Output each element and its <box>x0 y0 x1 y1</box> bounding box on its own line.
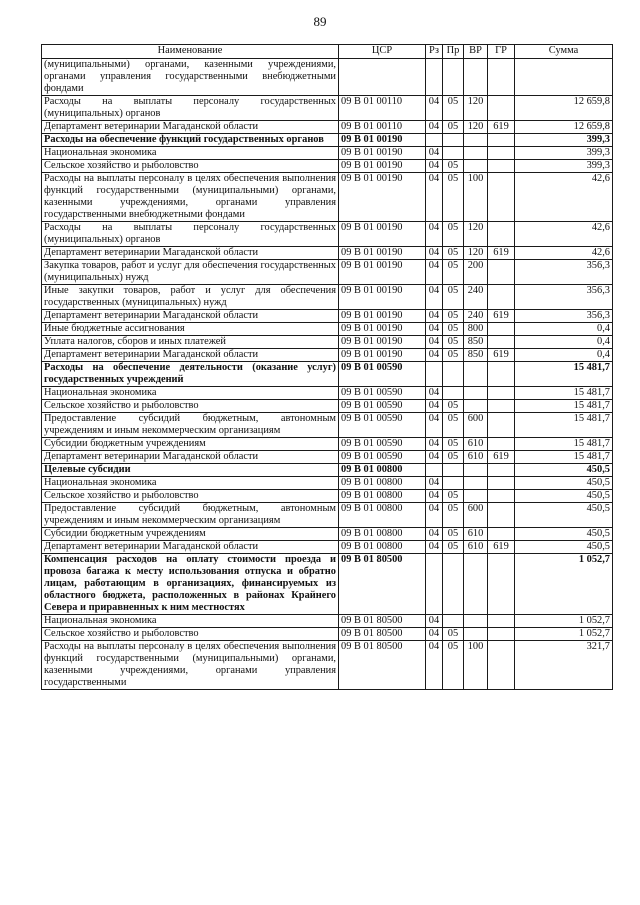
table-row <box>42 641 613 690</box>
table-row <box>42 362 613 387</box>
row-name: (муниципальными) органами, казенными учреждениями, органами управления государственными внебюджетными фондами <box>42 59 339 96</box>
row-csr: 09 В 01 00190 <box>339 134 426 147</box>
row-sum: 399,3 <box>515 134 613 147</box>
row-rz <box>426 362 443 387</box>
row-csr: 09 В 01 00110 <box>339 121 426 134</box>
table-row <box>42 400 613 413</box>
row-rz: 04 <box>426 615 443 628</box>
row-rz: 04 <box>426 641 443 690</box>
row-rz: 04 <box>426 400 443 413</box>
budget-table <box>41 44 613 690</box>
table-row <box>42 464 613 477</box>
row-sum: 356,3 <box>515 285 613 310</box>
row-name: Компенсация расходов на оплату стоимости проезда и провоза багажа к месту использования отпуска и обратно лицам, работающим в организациях, финансируемых из областного бюджета, расположенных в районах Крайнего Севера и приравненных к ним местностях <box>42 554 339 615</box>
row-rz: 04 <box>426 310 443 323</box>
row-name: Иные закупки товаров, работ и услуг для обеспечения государственных (муниципальных) нужд <box>42 285 339 310</box>
row-vr: 600 <box>464 413 488 438</box>
row-gr <box>488 477 515 490</box>
row-csr: 09 В 01 00800 <box>339 528 426 541</box>
header-pr: Пр <box>443 45 464 59</box>
table-row <box>42 260 613 285</box>
row-rz: 04 <box>426 336 443 349</box>
row-sum: 12 659,8 <box>515 96 613 121</box>
row-vr: 600 <box>464 503 488 528</box>
row-name: Департамент ветеринарии Магаданской области <box>42 451 339 464</box>
row-sum: 356,3 <box>515 310 613 323</box>
header-csr: ЦСР <box>339 45 426 59</box>
row-sum: 450,5 <box>515 477 613 490</box>
table-row <box>42 323 613 336</box>
row-gr: 619 <box>488 247 515 260</box>
row-csr: 09 В 01 80500 <box>339 641 426 690</box>
table-row <box>42 160 613 173</box>
row-gr <box>488 641 515 690</box>
row-gr <box>488 362 515 387</box>
row-name: Сельское хозяйство и рыболовство <box>42 490 339 503</box>
row-vr <box>464 160 488 173</box>
row-name: Департамент ветеринарии Магаданской области <box>42 247 339 260</box>
row-rz: 04 <box>426 451 443 464</box>
row-rz: 04 <box>426 528 443 541</box>
row-csr <box>339 59 426 96</box>
row-csr: 09 В 01 00800 <box>339 490 426 503</box>
row-pr: 05 <box>443 96 464 121</box>
table-row <box>42 336 613 349</box>
row-gr: 619 <box>488 349 515 362</box>
row-csr: 09 В 01 00190 <box>339 323 426 336</box>
row-rz: 04 <box>426 147 443 160</box>
table-row <box>42 134 613 147</box>
row-name: Национальная экономика <box>42 147 339 160</box>
row-vr: 800 <box>464 323 488 336</box>
row-name: Расходы на выплаты персоналу в целях обеспечения выполнения функций государственными (муниципальными) органами, казенными учреждениями, органами управления государственными <box>42 641 339 690</box>
row-sum: 15 481,7 <box>515 362 613 387</box>
row-name: Расходы на обеспечение деятельности (оказание услуг) государственных учреждений <box>42 362 339 387</box>
row-rz: 04 <box>426 438 443 451</box>
row-sum: 450,5 <box>515 541 613 554</box>
row-sum: 399,3 <box>515 147 613 160</box>
header-vr: ВР <box>464 45 488 59</box>
page-number: 89 <box>313 14 327 29</box>
row-csr: 09 В 01 80500 <box>339 615 426 628</box>
row-rz: 04 <box>426 477 443 490</box>
row-csr: 09 В 01 00800 <box>339 464 426 477</box>
row-csr: 09 В 01 00590 <box>339 362 426 387</box>
row-gr <box>488 336 515 349</box>
row-gr <box>488 413 515 438</box>
row-name: Закупка товаров, работ и услуг для обеспечения государственных (муниципальных) нужд <box>42 260 339 285</box>
row-sum: 15 481,7 <box>515 387 613 400</box>
table-row <box>42 541 613 554</box>
row-rz: 04 <box>426 490 443 503</box>
row-csr: 09 В 01 00590 <box>339 413 426 438</box>
row-sum: 1 052,7 <box>515 628 613 641</box>
row-pr: 05 <box>443 222 464 247</box>
row-gr <box>488 260 515 285</box>
table-row <box>42 615 613 628</box>
table-row <box>42 387 613 400</box>
row-vr: 100 <box>464 173 488 222</box>
row-name: Национальная экономика <box>42 615 339 628</box>
row-pr: 05 <box>443 323 464 336</box>
row-name: Расходы на выплаты персоналу в целях обеспечения выполнения функций государственными (муниципальными) органами, казенными учреждениями, органами управления государственными внебюджетными фондами <box>42 173 339 222</box>
row-name: Расходы на выплаты персоналу государственных (муниципальных) органов <box>42 222 339 247</box>
row-vr <box>464 59 488 96</box>
row-sum: 399,3 <box>515 160 613 173</box>
row-pr <box>443 554 464 615</box>
row-name: Национальная экономика <box>42 387 339 400</box>
table-row <box>42 503 613 528</box>
row-gr <box>488 323 515 336</box>
row-sum: 450,5 <box>515 503 613 528</box>
row-pr: 05 <box>443 451 464 464</box>
row-pr <box>443 362 464 387</box>
row-sum: 15 481,7 <box>515 413 613 438</box>
row-pr: 05 <box>443 247 464 260</box>
row-csr: 09 В 01 00190 <box>339 247 426 260</box>
row-gr: 619 <box>488 541 515 554</box>
row-rz: 04 <box>426 503 443 528</box>
table-row <box>42 554 613 615</box>
row-vr: 610 <box>464 451 488 464</box>
row-vr <box>464 554 488 615</box>
row-sum: 12 659,8 <box>515 121 613 134</box>
row-name: Целевые субсидии <box>42 464 339 477</box>
row-csr: 09 В 01 00190 <box>339 260 426 285</box>
row-sum: 0,4 <box>515 336 613 349</box>
row-rz: 04 <box>426 160 443 173</box>
row-sum: 0,4 <box>515 323 613 336</box>
row-vr <box>464 387 488 400</box>
table-header-row <box>42 45 613 59</box>
row-name: Расходы на обеспечение функций государственных органов <box>42 134 339 147</box>
row-gr <box>488 528 515 541</box>
table-row <box>42 59 613 96</box>
row-rz: 04 <box>426 96 443 121</box>
row-name: Сельское хозяйство и рыболовство <box>42 400 339 413</box>
row-csr: 09 В 01 00800 <box>339 541 426 554</box>
row-pr: 05 <box>443 641 464 690</box>
row-vr: 120 <box>464 121 488 134</box>
row-vr: 100 <box>464 641 488 690</box>
row-vr: 200 <box>464 260 488 285</box>
table-row <box>42 490 613 503</box>
row-gr <box>488 464 515 477</box>
row-gr <box>488 438 515 451</box>
row-vr: 610 <box>464 541 488 554</box>
row-sum: 450,5 <box>515 528 613 541</box>
row-gr <box>488 503 515 528</box>
row-csr: 09 В 01 00190 <box>339 310 426 323</box>
row-vr: 240 <box>464 285 488 310</box>
row-csr: 09 В 01 00590 <box>339 451 426 464</box>
row-sum: 1 052,7 <box>515 615 613 628</box>
row-pr: 05 <box>443 173 464 222</box>
row-csr: 09 В 01 00800 <box>339 503 426 528</box>
row-gr: 619 <box>488 451 515 464</box>
row-rz: 04 <box>426 541 443 554</box>
table-row <box>42 438 613 451</box>
table-row <box>42 310 613 323</box>
row-pr: 05 <box>443 310 464 323</box>
row-gr <box>488 285 515 310</box>
row-sum <box>515 59 613 96</box>
row-csr: 09 В 01 80500 <box>339 628 426 641</box>
row-pr: 05 <box>443 349 464 362</box>
row-pr <box>443 59 464 96</box>
row-pr: 05 <box>443 285 464 310</box>
row-name: Расходы на выплаты персоналу государственных (муниципальных) органов <box>42 96 339 121</box>
table-row <box>42 477 613 490</box>
row-gr <box>488 160 515 173</box>
row-sum: 42,6 <box>515 247 613 260</box>
row-csr: 09 В 01 80500 <box>339 554 426 615</box>
row-pr <box>443 387 464 400</box>
header-name: Наименование <box>42 45 339 59</box>
row-gr <box>488 628 515 641</box>
table-row <box>42 173 613 222</box>
row-vr <box>464 490 488 503</box>
row-rz: 04 <box>426 285 443 310</box>
row-rz: 04 <box>426 628 443 641</box>
row-pr: 05 <box>443 490 464 503</box>
header-rz: Рз <box>426 45 443 59</box>
row-name: Национальная экономика <box>42 477 339 490</box>
row-rz: 04 <box>426 413 443 438</box>
row-csr: 09 В 01 00190 <box>339 160 426 173</box>
table-row <box>42 247 613 260</box>
row-gr <box>488 490 515 503</box>
row-pr <box>443 464 464 477</box>
row-name: Субсидии бюджетным учреждениям <box>42 528 339 541</box>
row-gr <box>488 134 515 147</box>
row-name: Департамент ветеринарии Магаданской области <box>42 349 339 362</box>
row-gr <box>488 147 515 160</box>
row-name: Департамент ветеринарии Магаданской области <box>42 310 339 323</box>
row-pr: 05 <box>443 528 464 541</box>
row-name: Иные бюджетные ассигнования <box>42 323 339 336</box>
row-pr <box>443 615 464 628</box>
row-sum: 15 481,7 <box>515 400 613 413</box>
row-rz: 04 <box>426 349 443 362</box>
row-name: Субсидии бюджетным учреждениям <box>42 438 339 451</box>
table-body <box>42 59 613 690</box>
row-gr <box>488 59 515 96</box>
row-pr: 05 <box>443 541 464 554</box>
row-rz: 04 <box>426 260 443 285</box>
row-name: Департамент ветеринарии Магаданской области <box>42 541 339 554</box>
row-pr: 05 <box>443 413 464 438</box>
row-csr: 09 В 01 00190 <box>339 349 426 362</box>
row-sum: 15 481,7 <box>515 438 613 451</box>
header-sum: Сумма <box>515 45 613 59</box>
row-vr <box>464 147 488 160</box>
row-vr: 120 <box>464 222 488 247</box>
table-row <box>42 96 613 121</box>
row-pr: 05 <box>443 400 464 413</box>
row-pr: 05 <box>443 260 464 285</box>
row-pr: 05 <box>443 438 464 451</box>
row-sum: 42,6 <box>515 173 613 222</box>
header-gr: ГР <box>488 45 515 59</box>
row-rz: 04 <box>426 387 443 400</box>
row-gr <box>488 222 515 247</box>
row-name: Сельское хозяйство и рыболовство <box>42 628 339 641</box>
row-vr <box>464 464 488 477</box>
row-sum: 0,4 <box>515 349 613 362</box>
row-rz <box>426 554 443 615</box>
table-row <box>42 222 613 247</box>
row-csr: 09 В 01 00800 <box>339 477 426 490</box>
row-pr: 05 <box>443 503 464 528</box>
row-pr <box>443 147 464 160</box>
row-vr <box>464 477 488 490</box>
row-pr: 05 <box>443 336 464 349</box>
row-rz <box>426 134 443 147</box>
row-csr: 09 В 01 00190 <box>339 285 426 310</box>
row-name: Предоставление субсидий бюджетным, автономным учреждениям и иным некоммерческим организациям <box>42 413 339 438</box>
row-sum: 42,6 <box>515 222 613 247</box>
row-vr: 120 <box>464 96 488 121</box>
table-row <box>42 285 613 310</box>
row-name: Предоставление субсидий бюджетным, автономным учреждениям и иным некоммерческим организациям <box>42 503 339 528</box>
table-row <box>42 413 613 438</box>
row-rz: 04 <box>426 121 443 134</box>
row-pr: 05 <box>443 121 464 134</box>
table-row <box>42 451 613 464</box>
row-name: Уплата налогов, сборов и иных платежей <box>42 336 339 349</box>
row-rz <box>426 59 443 96</box>
row-rz: 04 <box>426 247 443 260</box>
row-gr <box>488 615 515 628</box>
row-gr: 619 <box>488 121 515 134</box>
row-sum: 450,5 <box>515 490 613 503</box>
row-rz: 04 <box>426 323 443 336</box>
row-sum: 356,3 <box>515 260 613 285</box>
table-row <box>42 628 613 641</box>
row-name: Сельское хозяйство и рыболовство <box>42 160 339 173</box>
row-pr: 05 <box>443 628 464 641</box>
row-vr: 240 <box>464 310 488 323</box>
row-csr: 09 В 01 00590 <box>339 438 426 451</box>
row-sum: 321,7 <box>515 641 613 690</box>
row-sum: 1 052,7 <box>515 554 613 615</box>
table-row <box>42 528 613 541</box>
row-vr: 120 <box>464 247 488 260</box>
row-gr <box>488 400 515 413</box>
table-row <box>42 147 613 160</box>
row-vr <box>464 615 488 628</box>
row-csr: 09 В 01 00190 <box>339 147 426 160</box>
row-gr <box>488 387 515 400</box>
row-csr: 09 В 01 00190 <box>339 173 426 222</box>
row-vr <box>464 400 488 413</box>
row-vr: 610 <box>464 528 488 541</box>
row-csr: 09 В 01 00590 <box>339 400 426 413</box>
row-vr: 610 <box>464 438 488 451</box>
row-gr <box>488 173 515 222</box>
table-row <box>42 349 613 362</box>
row-gr: 619 <box>488 310 515 323</box>
row-rz: 04 <box>426 173 443 222</box>
row-vr: 850 <box>464 349 488 362</box>
row-csr: 09 В 01 00590 <box>339 387 426 400</box>
row-pr <box>443 134 464 147</box>
row-vr <box>464 362 488 387</box>
table-row <box>42 121 613 134</box>
row-name: Департамент ветеринарии Магаданской области <box>42 121 339 134</box>
row-sum: 450,5 <box>515 464 613 477</box>
row-gr <box>488 96 515 121</box>
row-pr <box>443 477 464 490</box>
row-pr: 05 <box>443 160 464 173</box>
row-csr: 09 В 01 00190 <box>339 222 426 247</box>
row-vr <box>464 628 488 641</box>
row-gr <box>488 554 515 615</box>
row-csr: 09 В 01 00190 <box>339 336 426 349</box>
row-rz: 04 <box>426 222 443 247</box>
row-csr: 09 В 01 00110 <box>339 96 426 121</box>
row-sum: 15 481,7 <box>515 451 613 464</box>
row-rz <box>426 464 443 477</box>
row-vr <box>464 134 488 147</box>
row-vr: 850 <box>464 336 488 349</box>
